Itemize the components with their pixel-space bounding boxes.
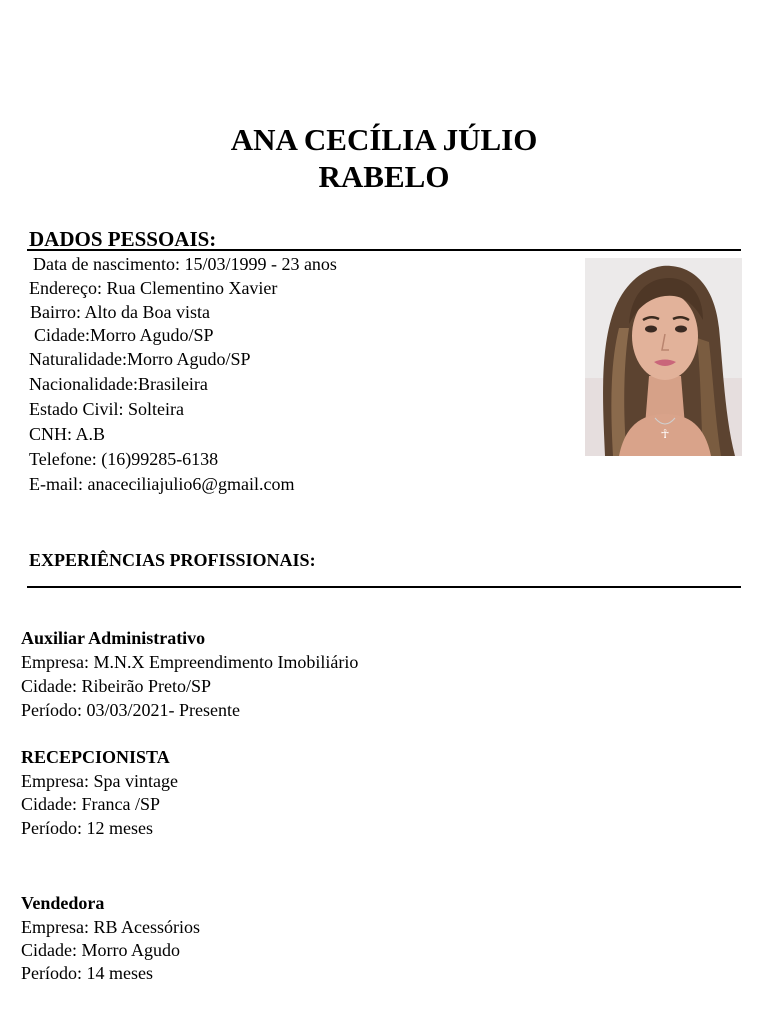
driver-license: CNH: A.B <box>29 424 106 444</box>
job-company: Empresa: M.N.X Empreendimento Imobiliário <box>21 652 359 672</box>
job-period: Período: 12 meses <box>21 818 153 838</box>
name-line-2: RABELO <box>318 159 450 194</box>
job-city: Cidade: Morro Agudo <box>21 940 180 960</box>
job-company: Empresa: RB Acessórios <box>21 917 200 937</box>
neighborhood: Bairro: Alto da Boa vista <box>30 302 210 322</box>
job-company: Empresa: Spa vintage <box>21 771 178 791</box>
birthplace: Naturalidade:Morro Agudo/SP <box>29 349 251 369</box>
name-line-1: ANA CECÍLIA JÚLIO <box>230 122 538 157</box>
profile-photo <box>585 258 742 456</box>
experience-divider <box>27 586 741 588</box>
personal-data-divider <box>27 249 741 251</box>
job-city: Cidade: Franca /SP <box>21 794 160 814</box>
address: Endereço: Rua Clementino Xavier <box>29 278 278 298</box>
job-title: Vendedora <box>21 893 105 913</box>
experience-heading: EXPERIÊNCIAS PROFISSIONAIS: <box>29 550 316 570</box>
email: E-mail: anaceciliajulio6@gmail.com <box>29 474 295 494</box>
svg-text:☥: ☥ <box>660 427 670 441</box>
nationality: Nacionalidade:Brasileira <box>29 374 208 394</box>
job-title: Auxiliar Administrativo <box>21 628 206 648</box>
city: Cidade:Morro Agudo/SP <box>34 325 214 345</box>
portrait-icon <box>585 258 742 456</box>
birth-date: Data de nascimento: 15/03/1999 - 23 anos <box>33 254 337 274</box>
job-period: Período: 03/03/2021- Presente <box>21 700 240 720</box>
marital-status: Estado Civil: Solteira <box>29 399 184 419</box>
job-title: RECEPCIONISTA <box>21 747 170 767</box>
job-city: Cidade: Ribeirão Preto/SP <box>21 676 211 696</box>
personal-data-heading: DADOS PESSOAIS: <box>29 227 217 251</box>
phone: Telefone: (16)99285-6138 <box>29 449 219 469</box>
job-period: Período: 14 meses <box>21 963 153 983</box>
